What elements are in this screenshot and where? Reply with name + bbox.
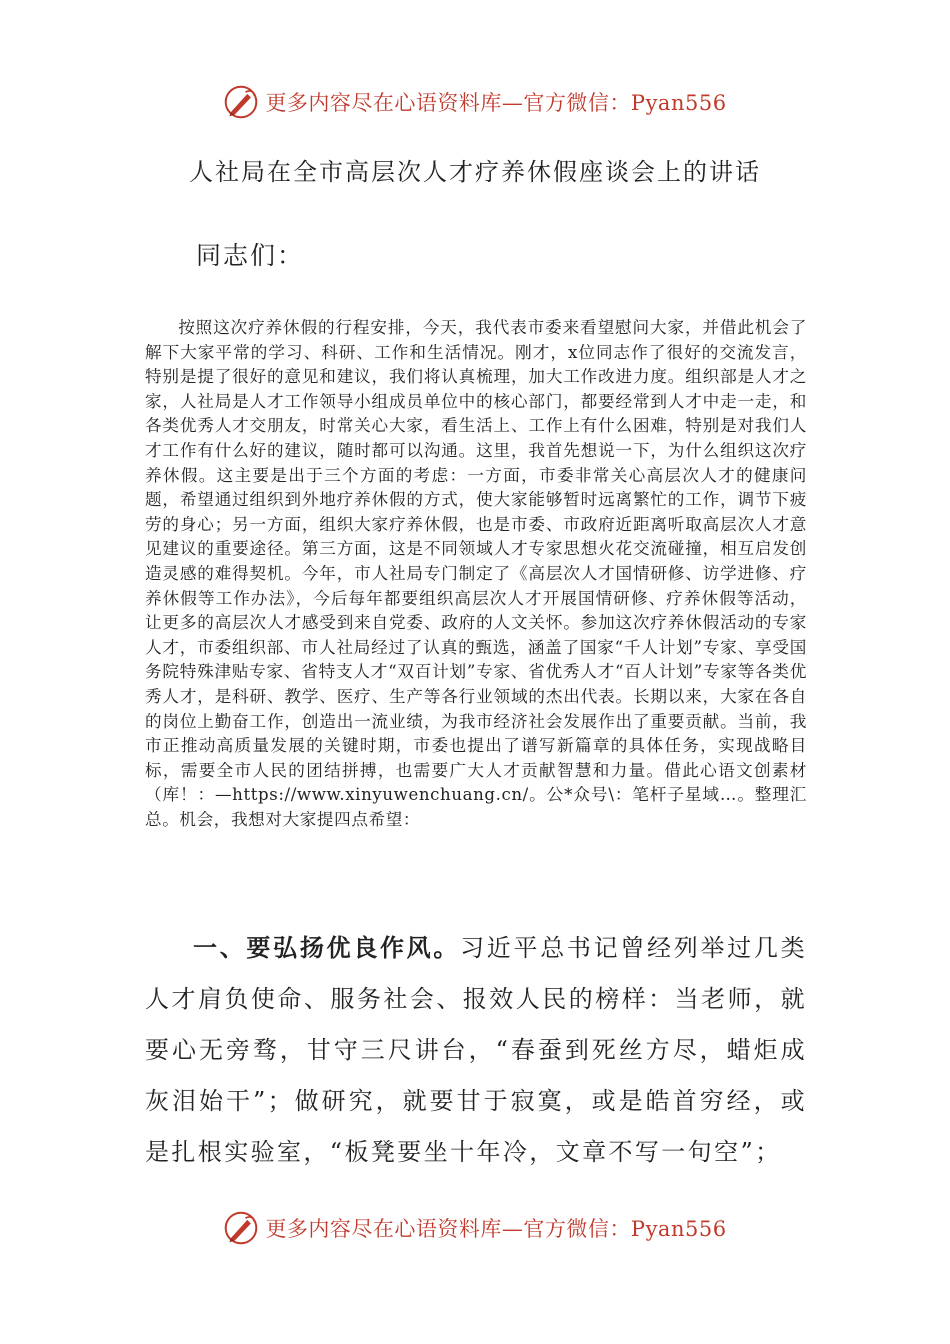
watermark-banner-top (0, 80, 950, 124)
pen-logo-icon (223, 84, 259, 120)
document-title: 人社局在全市高层次人才疗养休假座谈会上的讲话 (189, 158, 761, 186)
point-one-text: 习近平总书记曾经列举过几类人才肩负使命、服务社会、报效人民的榜样：当老师，就要心无旁骛，甘守三尺讲台，“春蚕到死丝方尽，蜡炬成灰泪始干”；做研究，就要甘于寂寞，或是皓首穷经，或是扎根实验室，“板凳要坐十年冷，文章不写一句空”； (145, 934, 808, 1166)
watermark-banner-bottom (0, 1206, 950, 1250)
salutation: 同志们： (196, 241, 305, 270)
watermark-text: 更多内容尽在心语资料库—官方微信：Pyan556 (265, 1217, 727, 1241)
pen-logo-icon (223, 1210, 259, 1246)
intro-paragraph: 按照这次疗养休假的行程安排，今天，我代表市委来看望慰问大家，并借此机会了解下大家平常的学习、科研、工作和生活情况。刚才，x位同志作了很好的交流发言，特别是提了很好的意见和建议，我们将认真梳理，加大工作改进力度。组织部是人才之家，人社局是人才工作领导小组成员单位中的核心部门，都要经常到人才中走一走，和各类优秀人才交朋友，时常关心大家，看生活上、工作上有什么困难，特别是对我们人才工作有什么好的建议，随时都可以沟通。这里，我首先想说一下，为什么组织这次疗养休假。这主要是出于三个方面的考虑：一方面，市委非常关心高层次人才的健康问题，希望通过组织到外地疗养休假的方式，使大家能够暂时远离繁忙的工作，调节下疲劳的身心；另一方面，组织大家疗养休假，也是市委、市政府近距离听取高层次人才意见建议的重要途径。第三方面，这是不同领域人才专家思想火花交流碰撞，相互启发创造灵感的难得契机。今年，市人社局专门制定了《高层次人才国情研修、访学进修、疗养休假等工作办法》，今后每年都要组织高层次人才开展国情研修、疗养休假等活动，让更多的高层次人才感受到来自党委、政府的人文关怀。参加这次疗养休假活动的专家人才，市委组织部、市人社局经过了认真的甄选，涵盖了国家“千人计划”专家、享受国务院特殊津贴专家、省特支人才“双百计划”专家、省优秀人才“百人计划”专家等各类优秀人才，是科研、教学、医疗、生产等各行业领域的杰出代表。长期以来，大家在各自的岗位上勤奋工作，创造出一流业绩，为我市经济社会发展作出了重要贡献。当前，我市正推动高质量发展的关键时期，市委也提出了谱写新篇章的具体任务，实现战略目标，需要全市人民的团结拼搏，也需要广大人才贡献智慧和力量。借此心语文创素材（库！：—https://www.xinyuwenchuang.cn/。公*众号\：笔杆子星域…。整理汇总。机会，我想对大家提四点希望： (145, 318, 807, 829)
watermark-text: 更多内容尽在心语资料库—官方微信：Pyan556 (265, 91, 727, 115)
point-one-heading: 一、要弘扬优良作风。 (193, 933, 461, 962)
point-one-paragraph (145, 922, 807, 1178)
